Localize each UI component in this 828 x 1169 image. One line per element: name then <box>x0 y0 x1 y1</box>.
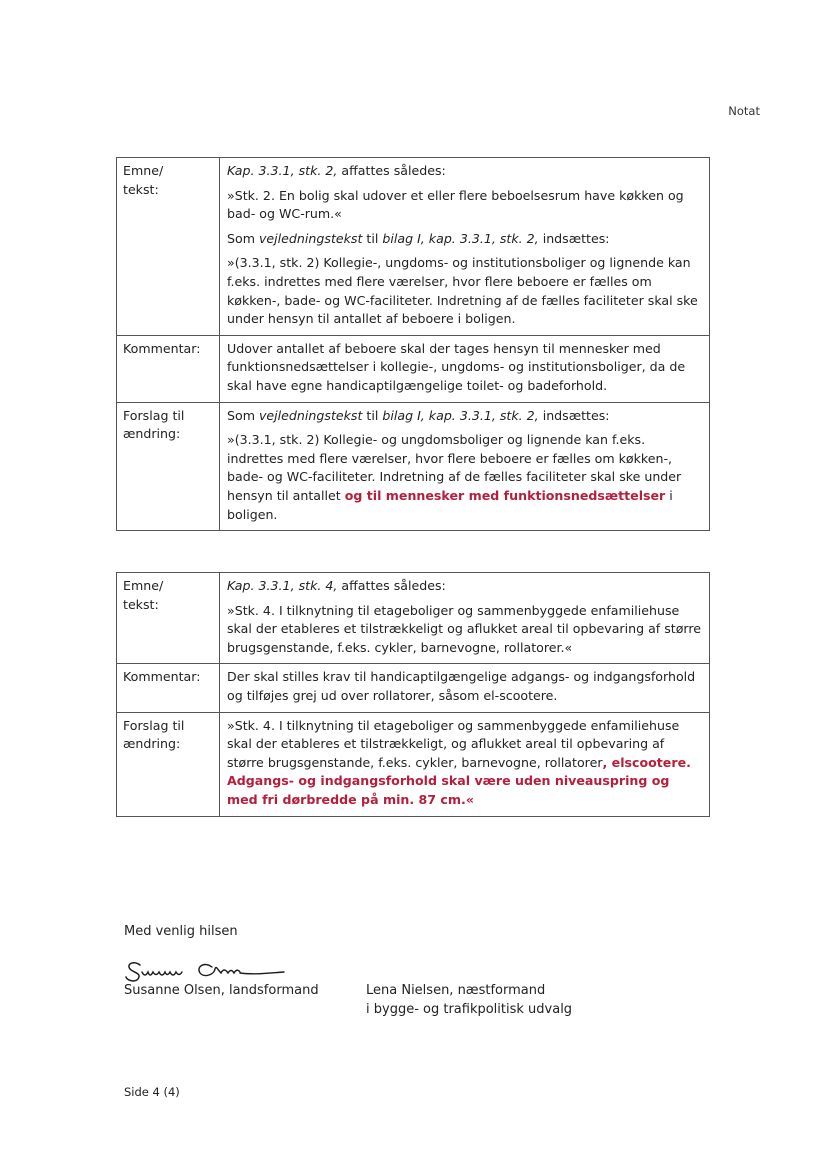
paragraph: »(3.3.1, stk. 2) Kollegie-, ungdoms- og institutionsboliger og lignende kan f.eks. indrettes med flere værelser, hvor flere beboere er fælles om køkken-, bade- og WC-faciliteter. Indretning af de fælles faciliteter skal ske under hensyn til antallet af beboere i boligen. <box>227 255 698 327</box>
closing-quote: « <box>465 791 474 807</box>
italic-span: vejledningstekst <box>258 407 363 423</box>
row-content <box>220 158 710 336</box>
italic-span: bilag I, kap. 3.3.1, stk. 2, <box>382 407 539 423</box>
text-span: indsættes: <box>538 230 610 246</box>
paragraph <box>227 230 702 249</box>
row-label <box>117 158 220 336</box>
document-type-label: Notat <box>728 104 760 118</box>
chapter-reference: Kap. 3.3.1, stk. 4, <box>227 578 338 593</box>
paragraph: »Stk. 2. En bolig skal udover et eller flere beboelsesrum have køkken og bad- og WC-rum.« <box>227 187 684 222</box>
label-line: tekst: <box>123 181 159 197</box>
table-row-subject <box>117 158 710 336</box>
text-span: indsættes: <box>538 407 610 423</box>
row-label <box>117 712 220 816</box>
table-row-comment <box>117 664 710 712</box>
text-span: »(3.3.1, stk. 2) Kollegie- og ungdomsboliger og lignende kan f.eks. indrettes med flere værelser, hvor flere beboere er fælles om køkken-, bade- og WC-faciliteter. Indretning af de fælles faciliteter skal ske under hensyn til antallet <box>227 432 682 503</box>
row-label <box>117 402 220 531</box>
row-label <box>117 573 220 664</box>
row-label: Kommentar: <box>117 664 220 712</box>
paragraph <box>227 162 702 181</box>
paragraph <box>227 577 702 596</box>
italic-span: vejledningstekst <box>258 230 363 246</box>
signer-left: Susanne Olsen, landsformand <box>124 983 319 998</box>
table-row-subject <box>117 573 710 664</box>
highlighted-addition: , elscootere. <box>602 754 691 770</box>
highlighted-addition: Adgangs- og indgangsforhold skal være uden niveauspring og med fri dørbredde på min. 87 cm. <box>227 773 670 807</box>
row-label: Kommentar: <box>117 335 220 402</box>
text-span: til <box>362 230 383 246</box>
label-line: tekst: <box>123 596 159 612</box>
page-number: Side 4 (4) <box>124 1085 180 1099</box>
label-line: Emne/ <box>123 163 164 178</box>
label-line: Emne/ <box>123 578 164 593</box>
paragraph <box>227 407 702 426</box>
text-span: i boligen. <box>227 487 673 522</box>
table-row-proposal <box>117 402 710 531</box>
signer-right <box>366 981 572 1019</box>
text-span: til <box>362 407 383 423</box>
italic-span: bilag I, kap. 3.3.1, stk. 2, <box>382 230 539 246</box>
row-content: Udover antallet af beboere skal der tages hensyn til mennesker med funktionsnedsættelser i kollegie-, ungdoms- og institutionsboliger, da de skal have egne handicaptilgængelige toilet- og badeforhold. <box>220 335 710 402</box>
table-row-comment <box>117 335 710 402</box>
label-line: ændring: <box>123 736 181 752</box>
chapter-reference: Kap. 3.3.1, stk. 2, <box>227 163 338 178</box>
text-span: Som <box>227 407 259 423</box>
row-content <box>220 573 710 664</box>
text-span: affattes således: <box>337 163 446 178</box>
row-content <box>220 712 710 816</box>
paragraph <box>227 717 702 810</box>
signer-name: Lena Nielsen, næstformand <box>366 983 546 998</box>
closing-greeting: Med venlig hilsen <box>124 924 238 939</box>
row-content: Der skal stilles krav til handicaptilgængelige adgangs- og indgangsforhold og tilføjes grej ud over rollatorer, såsom el-scootere. <box>220 664 710 712</box>
table-row-proposal <box>117 712 710 816</box>
label-line: Forslag til <box>123 717 185 733</box>
row-content <box>220 402 710 531</box>
paragraph <box>227 431 702 524</box>
label-line: Forslag til <box>123 407 185 423</box>
paragraph: »Stk. 4. I tilknytning til etageboliger og sammenbyggede enfamiliehuse skal der etableres et tilstrækkeligt og aflukket areal til opbevaring af større brugsgenstande, f.eks. cykler, barnevogne, rollatorer.« <box>227 602 702 655</box>
label-line: ændring: <box>123 426 181 442</box>
signer-role: i bygge- og trafikpolitisk udvalg <box>366 1002 573 1017</box>
text-span: affattes således: <box>337 578 446 593</box>
text-span: »Stk. 4. I tilknytning til etageboliger og sammenbyggede enfamiliehuse skal der etableres et tilstrækkeligt, og aflukket areal til opbevaring af større brugsgenstande, f.eks. cykler, barnevogne, rollatorer <box>227 717 680 770</box>
amendment-table-2 <box>116 572 710 817</box>
amendment-table-1 <box>116 157 710 531</box>
text-span: Som <box>227 230 259 246</box>
highlighted-addition: og til mennesker med funktionsnedsættelser <box>344 487 666 503</box>
